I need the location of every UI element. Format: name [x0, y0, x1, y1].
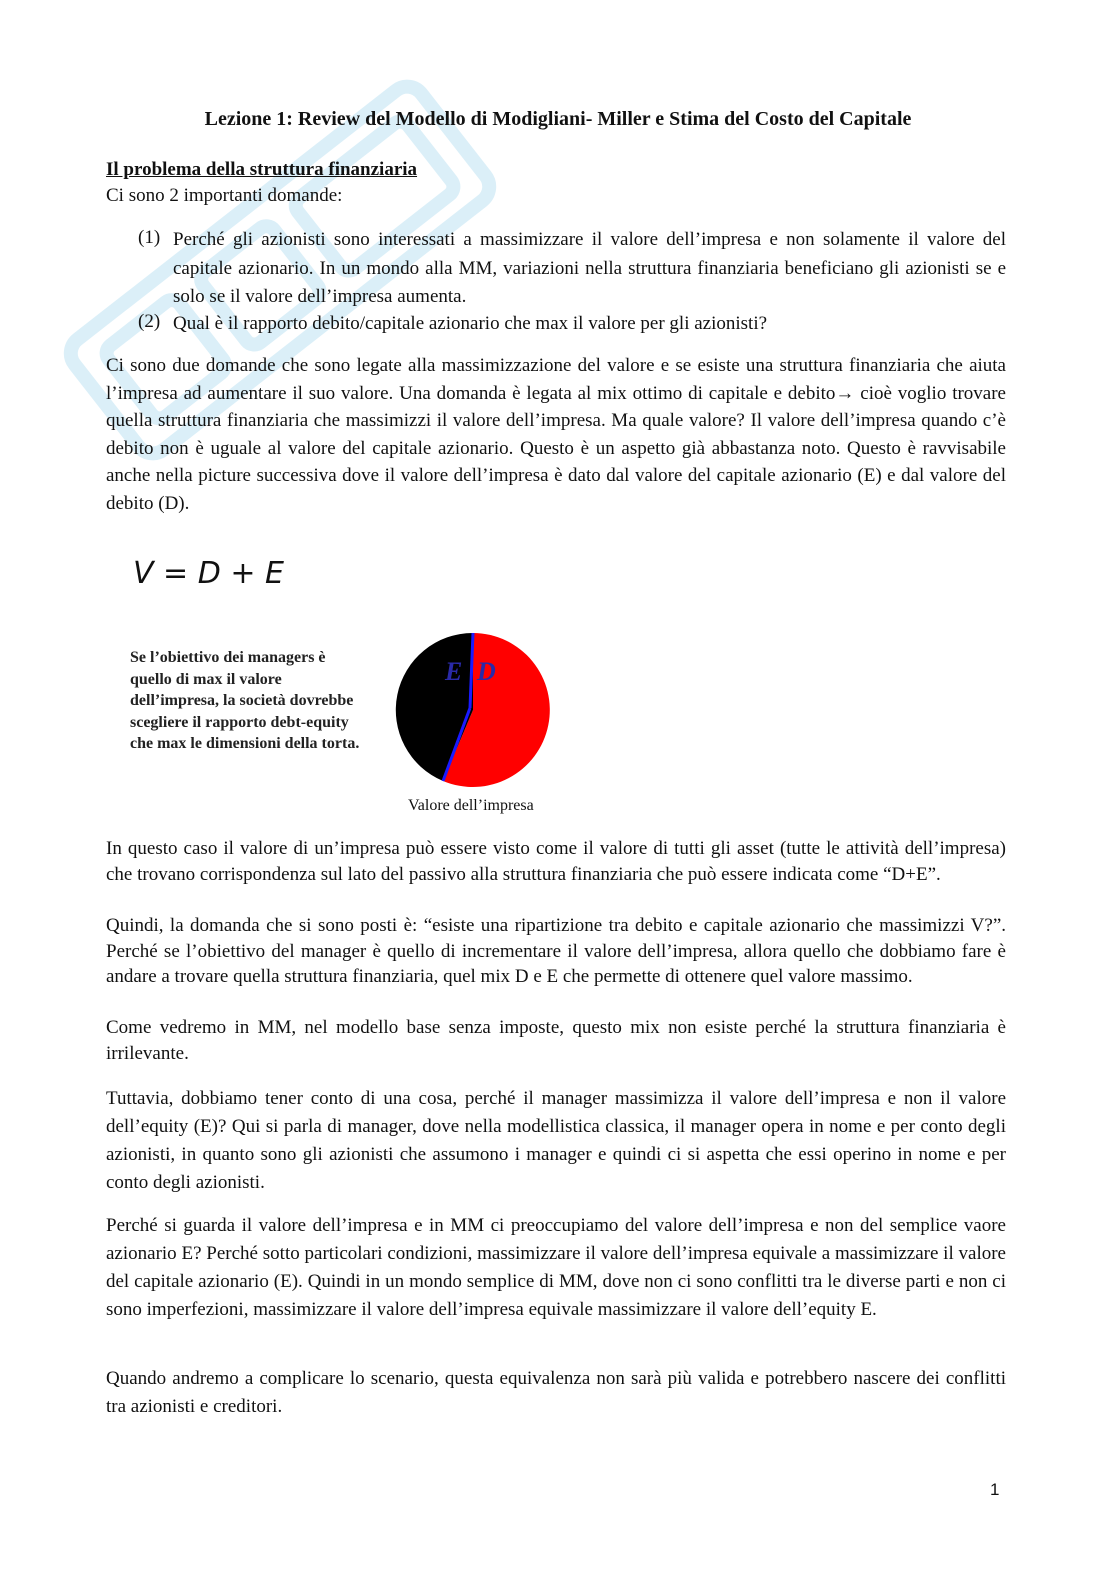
pie-caption: Valore dell’impresa: [408, 797, 534, 814]
formula-v-d-e: V = D + E: [133, 556, 284, 591]
paragraph-2a: In questo caso il valore di un’impresa può essere visto come il valore di tutti gli asset (tutte le attività dell’impresa) che trovano corrispondenza sul lato del passivo alla struttura finanziaria che può essere indicata come “D+E”.: [106, 838, 1006, 885]
paragraph-3: Tuttavia, dobbiamo tener conto di una cosa, perché il manager massimizza il valore dell’impresa e non il valore dell’equity (E)? Qui si parla di manager, dove nella modellistica classica, il manager opera in nome e per conto degli azionisti, in quanto sono gli azionisti che assumono i manager e quindi ci si aspetta che essi operino in nome e per conto degli azionisti.: [106, 1088, 1006, 1193]
section-heading-text: Il problema della struttura finanziaria: [106, 159, 418, 180]
pie-label-d: D: [477, 657, 496, 686]
paragraph-1: Ci sono due domande che sono legate alla massimizzazione del valore e se esiste una struttura finanziaria che aiuta l’impresa ad aumentare il suo valore. Una domanda è legata al mix ottimo di capitale e debito→ cioè voglio trovare quella struttura finanziaria che massimizzi il valore dell’impresa. Ma quale valore? Il valore dell’impresa quando c’è debito non è uguale al valore del capitale azionario. Questo è un aspetto già abbastanza noto. Questo è ravvisabile anche nella picture successiva dove il valore dell’impresa è dato dal valore del capitale azionario (E) e dal valore del debito (D).: [106, 355, 1006, 514]
paragraph-2c: Come vedremo in MM, nel modello base senza imposte, questo mix non esiste perché la struttura finanziaria è irrilevante.: [106, 1017, 1006, 1064]
question-2-text: Qual è il rapporto debito/capitale azionario che max il valore per gli azionisti?: [173, 313, 768, 334]
paragraph-4: Perché si guarda il valore dell’impresa e in MM ci preoccupiamo del valore dell’impresa e non del semplice vaore azionario E? Perché sotto particolari condizioni, massimizzare il valore dell’impresa equivale a massimizzare il valore del capitale azionario (E). Quindi in un mondo semplice di MM, dove non ci sono conflitti tra le diverse parti e non ci sono imperfezioni, massimizzare il valore dell’impresa equivale massimizzare il valore dell’equity E.: [106, 1215, 1006, 1320]
document-title: Lezione 1: Review del Modello di Modigliani- Miller e Stima del Costo del Capitale: [204, 108, 912, 130]
pie-chart-firm-value: [388, 630, 558, 790]
question-2-number: (2): [138, 311, 161, 332]
page-number: 1: [990, 1480, 1000, 1499]
figure-side-text: Se l’obiettivo dei managers è quello di max il valore dell’impresa, la società dovrebbe scegliere il rapporto debt-equity che max le dimensioni della torta.: [130, 649, 360, 752]
question-1-text: Perché gli azionisti sono interessati a massimizzare il valore dell’impresa e non solamente il valore del capitale azionario. In un mondo alla MM, variazioni nella struttura finanziaria beneficiano gli azionisti se e solo se il valore dell’impresa aumenta.: [173, 229, 1006, 307]
paragraph-5: Quando andremo a complicare lo scenario, questa equivalenza non sarà più valida e potrebbero nascere dei conflitti tra azionisti e creditori.: [106, 1368, 1006, 1417]
intro-line: Ci sono 2 importanti domande:: [106, 185, 343, 206]
section-heading: [106, 157, 1006, 183]
pie-label-e: E: [445, 657, 463, 686]
question-1-number: (1): [138, 227, 161, 248]
paragraph-2b: Quindi, la domanda che si sono posti è: “esiste una ripartizione tra debito e capitale azionario che massimizzi V?”. Perché se l’obiettivo del manager è quello di incrementare il valore dell’impresa, allora quello che dobbiamo fare è andare a trovare quella struttura finanziaria, quel mix D e E che permette di ottenere quel valore massimo.: [106, 915, 1006, 987]
